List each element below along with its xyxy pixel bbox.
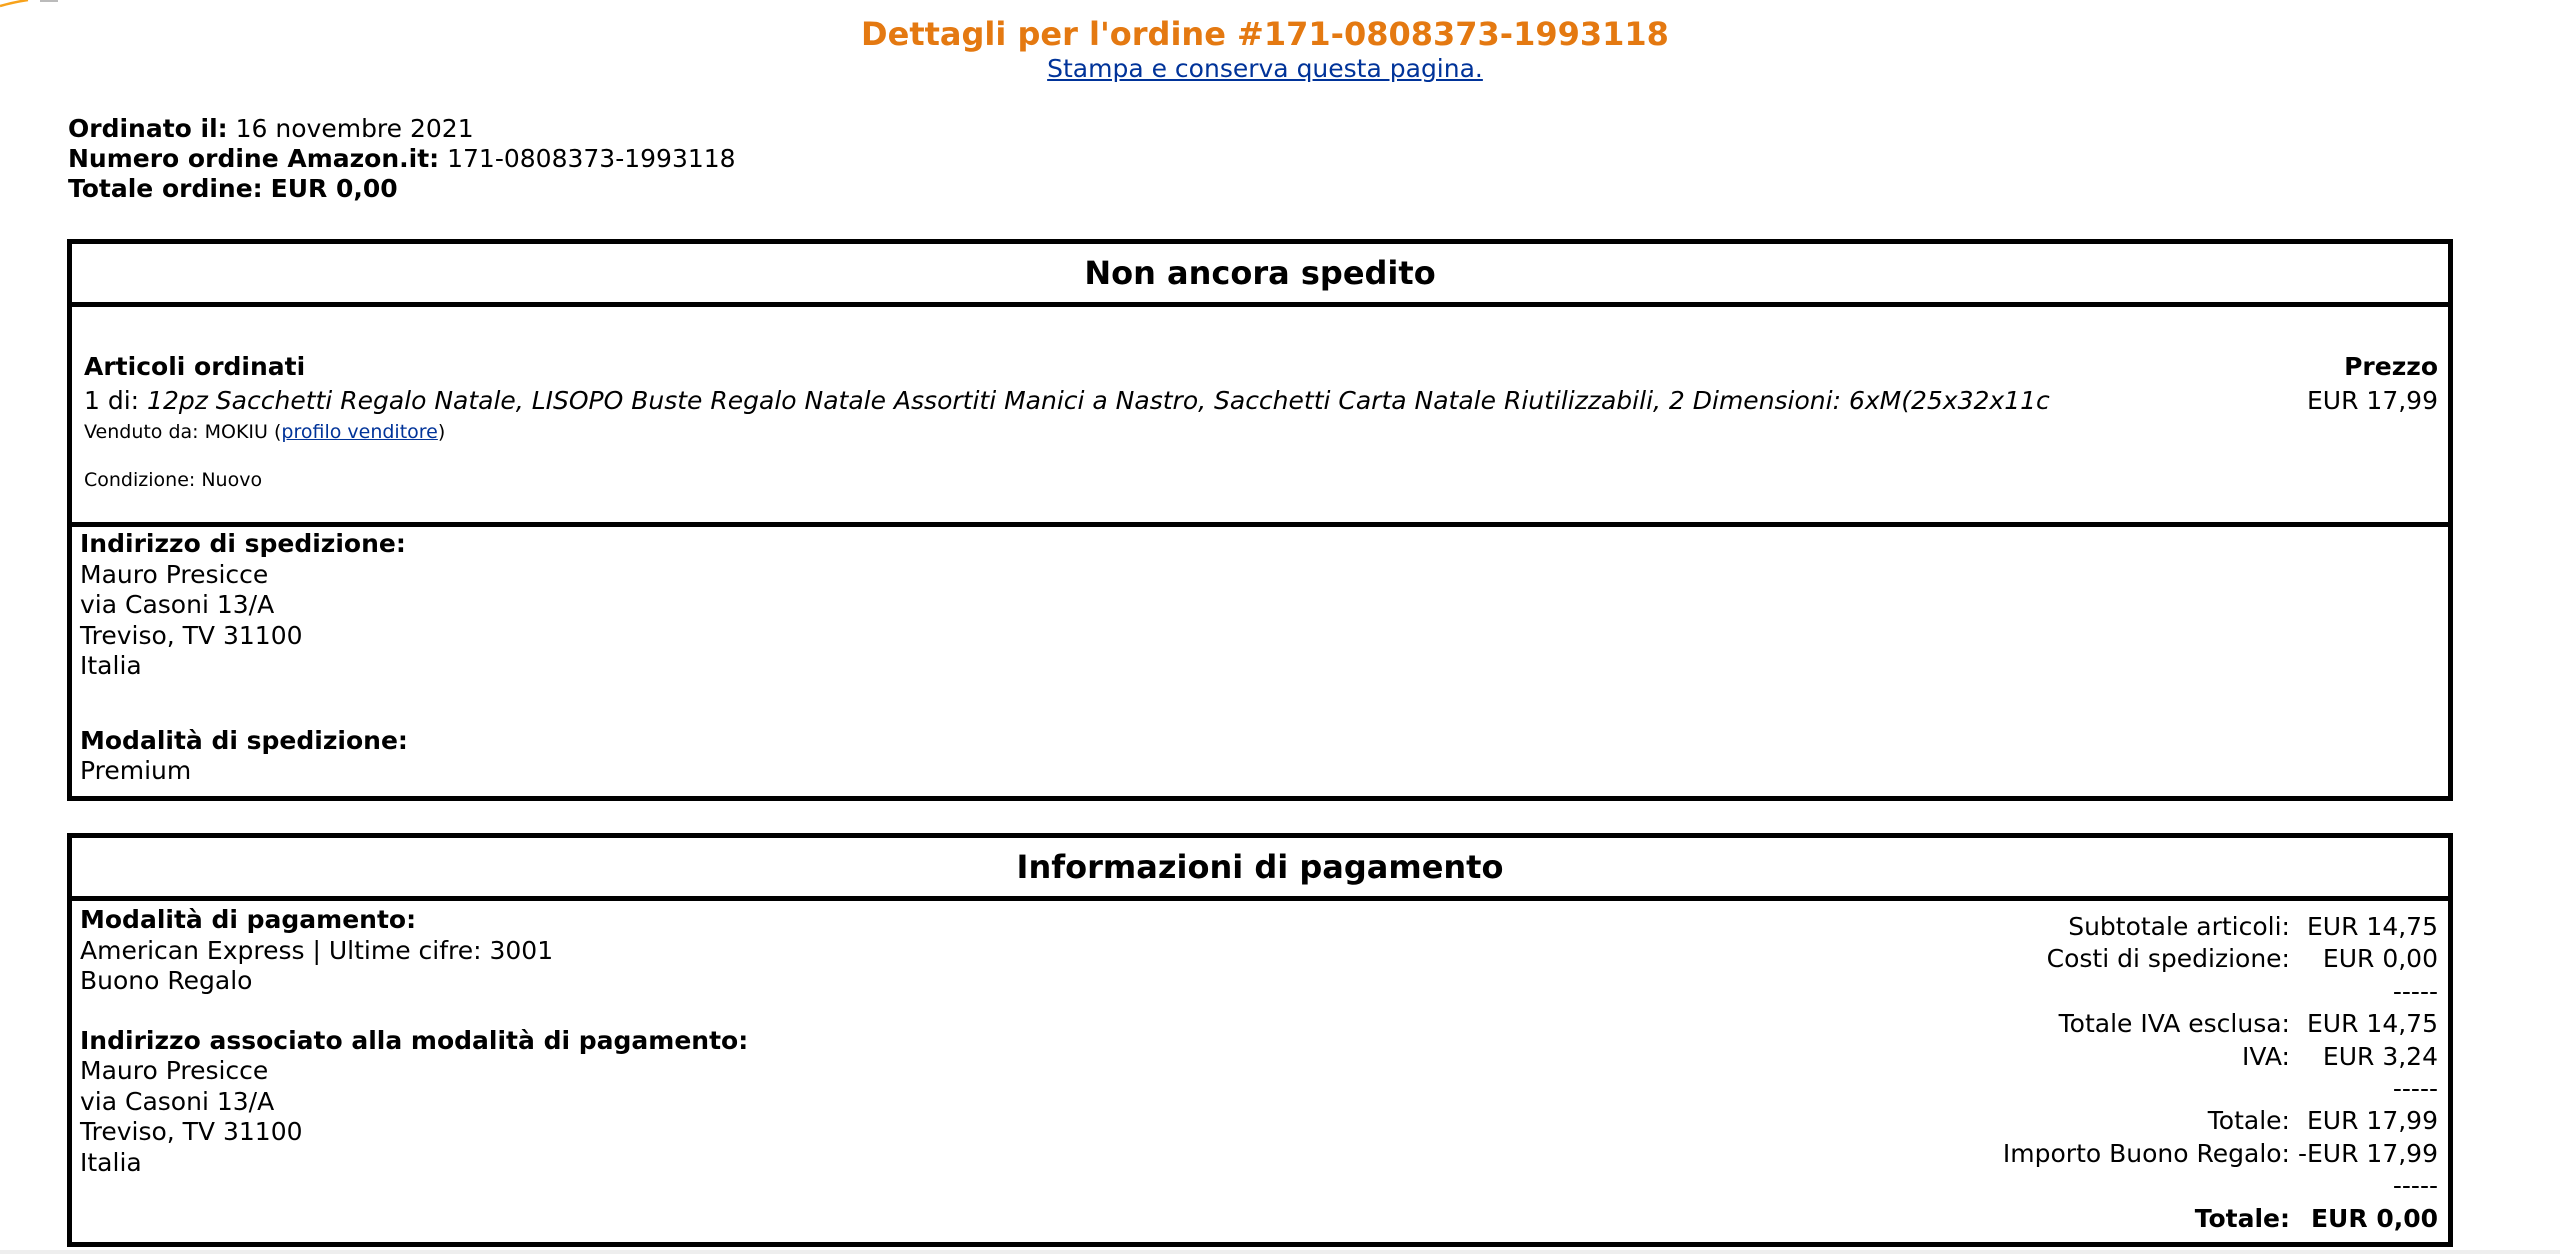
totals-label <box>2003 976 2298 1008</box>
totals-row <box>2003 911 2438 943</box>
payment-method-label: Modalità di pagamento: <box>80 905 417 934</box>
order-total-row <box>68 174 736 204</box>
totals-value: EUR 14,75 <box>2307 912 2438 941</box>
billing-country: Italia <box>80 1147 142 1177</box>
billing-street: via Casoni 13/A <box>80 1086 275 1116</box>
totals-value: ----- <box>2392 976 2438 1006</box>
totals-separator <box>2003 1073 2438 1105</box>
payment-gift-card: Buono Regalo <box>80 966 253 995</box>
totals-value: EUR 0,00 <box>2322 944 2438 974</box>
totals-label: Totale IVA esclusa: <box>2058 1009 2290 1039</box>
totals-label: Importo Buono Regalo: <box>2002 1138 2290 1168</box>
order-date-label: Ordinato il: <box>68 114 228 143</box>
shipping-city: Treviso, TV 31100 <box>80 620 303 650</box>
order-total-value: EUR 0,00 <box>270 174 398 203</box>
shipping-street: via Casoni 13/A <box>80 590 275 619</box>
totals-table <box>2003 911 2438 1235</box>
totals-value: EUR 3,24 <box>2322 1041 2438 1071</box>
order-number-row <box>68 144 736 174</box>
totals-value: EUR 14,75 <box>2307 1009 2438 1039</box>
seller-prefix: Venduto da: MOKIU ( <box>84 421 282 443</box>
page-bottom-edge <box>0 1250 2560 1254</box>
shipping-name: Mauro Presicce <box>80 559 269 589</box>
order-date-row <box>68 114 736 144</box>
totals-label <box>2003 1073 2298 1105</box>
grand-total-row <box>2003 1203 2438 1235</box>
item-price: EUR 17,99 <box>2307 386 2438 415</box>
shipping-country: Italia <box>80 651 142 680</box>
spacer <box>80 997 748 1026</box>
billing-city: Treviso, TV 31100 <box>80 1117 303 1146</box>
seller-line <box>84 420 445 444</box>
totals-value: EUR 17,99 <box>2307 1106 2438 1136</box>
shipping-address-label: Indirizzo di spedizione: <box>80 529 406 558</box>
amazon-logo-fragment <box>0 0 60 10</box>
totals-label: Totale: <box>2207 1106 2290 1136</box>
shipping-method-label: Modalità di spedizione: <box>80 725 408 755</box>
totals-separator <box>2003 1170 2438 1202</box>
seller-profile-link[interactable]: profilo venditore <box>281 421 438 443</box>
totals-row <box>2003 1138 2438 1170</box>
totals-label: Subtotale articoli: <box>2068 912 2290 941</box>
shipment-status-heading: Non ancora spedito <box>72 244 2448 307</box>
order-number-label: Numero ordine Amazon.it: <box>68 144 440 173</box>
item-line <box>84 386 2050 416</box>
totals-separator <box>2003 976 2438 1008</box>
ordered-items-section <box>72 307 2448 527</box>
billing-name: Mauro Presicce <box>80 1056 269 1085</box>
payment-card: American Express | Ultime cifre: 3001 <box>80 935 554 965</box>
payment-heading: Informazioni di pagamento <box>72 838 2448 901</box>
order-number-value: 171-0808373-1993118 <box>447 144 736 173</box>
billing-address-label: Indirizzo associato alla modalità di pagamento: <box>80 1025 749 1055</box>
totals-row <box>2003 1105 2438 1137</box>
order-date-value: 16 novembre 2021 <box>235 114 474 143</box>
totals-row <box>2003 1008 2438 1040</box>
totals-label <box>2003 1170 2298 1202</box>
payment-method-section <box>80 905 748 1178</box>
order-title: Dettagli per l'ordine #171-0808373-1993118 <box>861 15 1669 53</box>
order-totals <box>2003 911 2438 1235</box>
seller-suffix: ) <box>437 421 446 443</box>
totals-row <box>2003 943 2438 975</box>
totals-value: ----- <box>2392 1074 2438 1104</box>
grand-total-value: EUR 0,00 <box>2310 1203 2438 1233</box>
totals-label: Costi di spedizione: <box>2046 944 2290 974</box>
grand-total-label: Totale: <box>2194 1203 2290 1233</box>
item-title: 12pz Sacchetti Regalo Natale, LISOPO Buste Regalo Natale Assortiti Manici a Nastro, Sacchetti Carta Natale Riutilizzabili, 2 Dimensioni: 6xM(25x32x11c <box>147 386 2050 415</box>
order-total-label: Totale ordine: <box>68 174 263 203</box>
items-heading: Articoli ordinati <box>84 352 306 381</box>
shipping-method-value: Premium <box>80 756 192 785</box>
print-page-link[interactable]: Stampa e conserva questa pagina. <box>1047 54 1483 83</box>
item-condition: Condizione: Nuovo <box>84 469 263 491</box>
item-quantity: 1 di: <box>84 386 140 415</box>
page-header <box>0 14 2530 84</box>
spacer <box>80 682 2448 726</box>
shipping-info-section <box>72 527 2448 787</box>
price-heading: Prezzo <box>2344 352 2438 381</box>
totals-value: ----- <box>2392 1171 2438 1201</box>
totals-row <box>2003 1041 2438 1073</box>
totals-label: IVA: <box>2242 1041 2290 1071</box>
order-summary <box>68 114 736 204</box>
payment-box <box>67 833 2453 1247</box>
totals-value: -EUR 17,99 <box>2297 1138 2438 1168</box>
shipment-box <box>67 239 2453 801</box>
